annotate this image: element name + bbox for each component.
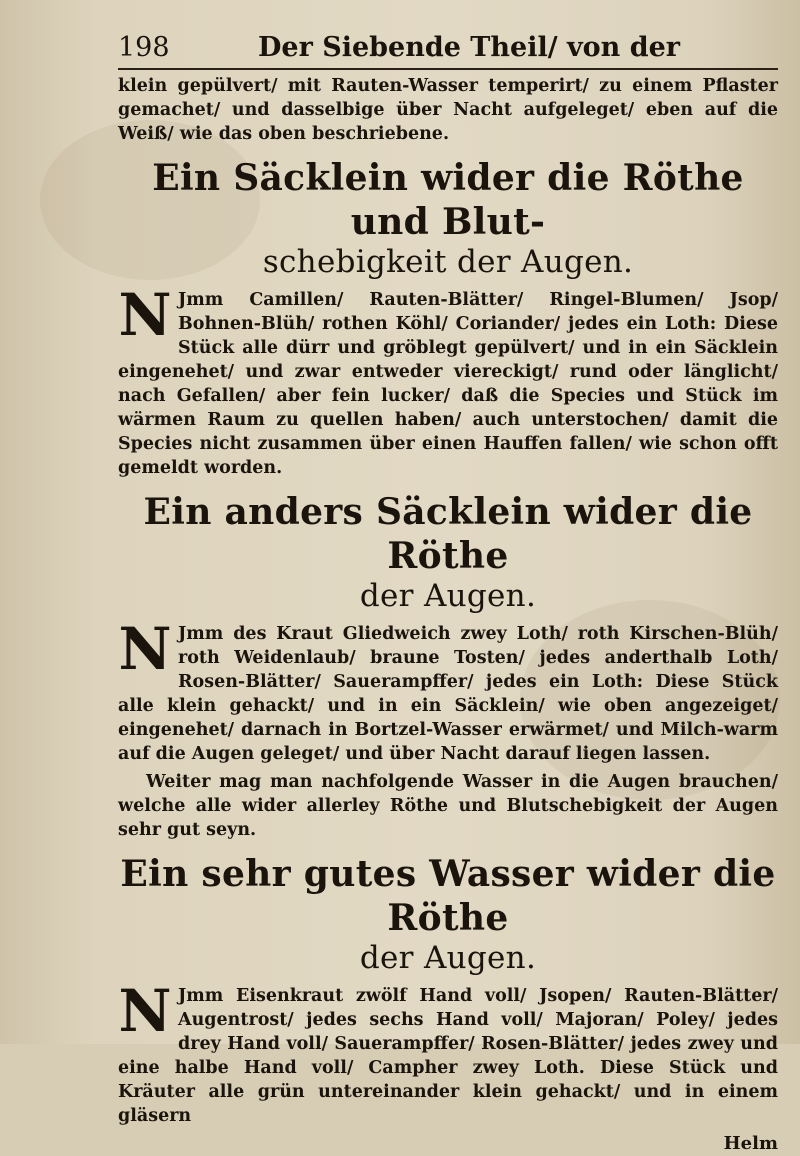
heading-line: Ein sehr gutes Wasser wider die Röthe xyxy=(120,853,776,939)
recipe-ingredients: Jmm Eisenkraut zwölf Hand voll/ Jsopen/ Rauten-Blätter/ Augentrost/ jedes sechs Hand voll/ Majoran/ Poley/ jedes drey Hand voll/ Sauerampffer/ Rosen-Blätter/ jedes zwey und eine halbe Hand voll/ Campher zwey Loth. xyxy=(118,986,778,1078)
intro-paragraph: klein gepülvert/ mit Rauten-Wasser temperirt/ zu einem Pflaster gemachet/ und dasselbige über Nacht aufgeleget/ eben auf die Weiß/ wie das oben beschriebene. xyxy=(118,76,778,144)
drop-cap: N xyxy=(118,281,172,349)
running-header xyxy=(118,28,778,70)
section-heading xyxy=(118,490,778,614)
recipe-paragraph xyxy=(118,977,778,1128)
running-title: Der Siebende Theil/ von der xyxy=(258,32,680,63)
page-number: 198 xyxy=(118,32,170,63)
recipe-instructions: Diese Stück alle dürr und gröblegt gepülvert/ und in ein Säcklein eingenehet/ und zwar entweder viereckigt/ rund oder länglicht/ nach Gefallen/ aber fein lucker/ daß die Species und Stück im wärmen Raum zu quellen haben/ auch unterstochen/ damit die Species nicht zusammen über einen Hauffen fallen/ wie schon offt gemeldt worden. xyxy=(118,314,778,478)
recipe-instructions: Diese Stück und Kräuter alle grün untereinander klein gehackt/ und in einem gläsern xyxy=(118,1058,778,1126)
recipe-paragraph xyxy=(118,281,778,480)
heading-line: schebigkeit der Augen. xyxy=(262,244,634,280)
recipe-instructions: Diese Stück alle klein gehackt/ und in ein Säcklein/ wie oben angezeiget/ eingenehet/ darnach in Bortzel-Wasser erwärmet/ und Milch-warm auf die Augen geleget/ und über Nacht darauf liegen lassen. xyxy=(118,672,778,764)
drop-cap: N xyxy=(118,977,172,1045)
recipe-ingredients: Jmm des Kraut Gliedweich zwey Loth/ roth Kirschen-Blüh/ roth Weidenlaub/ braune Tosten/ jedes anderthalb Loth/ Rosen-Blätter/ Sauerampffer/ jedes ein Loth: xyxy=(178,624,778,692)
section-heading xyxy=(118,852,778,976)
recipe-ingredients: Jmm Camillen/ Rauten-Blätter/ Ringel-Blumen/ Jsop/ Bohnen-Blüh/ rothen Köhl/ Coriander/ jedes ein Loth: xyxy=(178,290,778,334)
heading-line: der Augen. xyxy=(359,940,537,976)
drop-cap: N xyxy=(118,615,172,683)
text-block xyxy=(118,28,778,1156)
heading-line: der Augen. xyxy=(359,578,537,614)
heading-line: Ein anders Säcklein wider die Röthe xyxy=(143,491,753,577)
recipe-paragraph xyxy=(118,615,778,766)
heading-line: Ein Säcklein wider die Röthe und Blut- xyxy=(152,157,744,243)
note-paragraph: Weiter mag man nachfolgende Wasser in die Augen brauchen/ welche alle wider allerley Röthe und Blutschebigkeit der Augen sehr gut seyn. xyxy=(118,772,778,840)
section-heading xyxy=(118,156,778,280)
catchword: Helm xyxy=(723,1133,778,1154)
